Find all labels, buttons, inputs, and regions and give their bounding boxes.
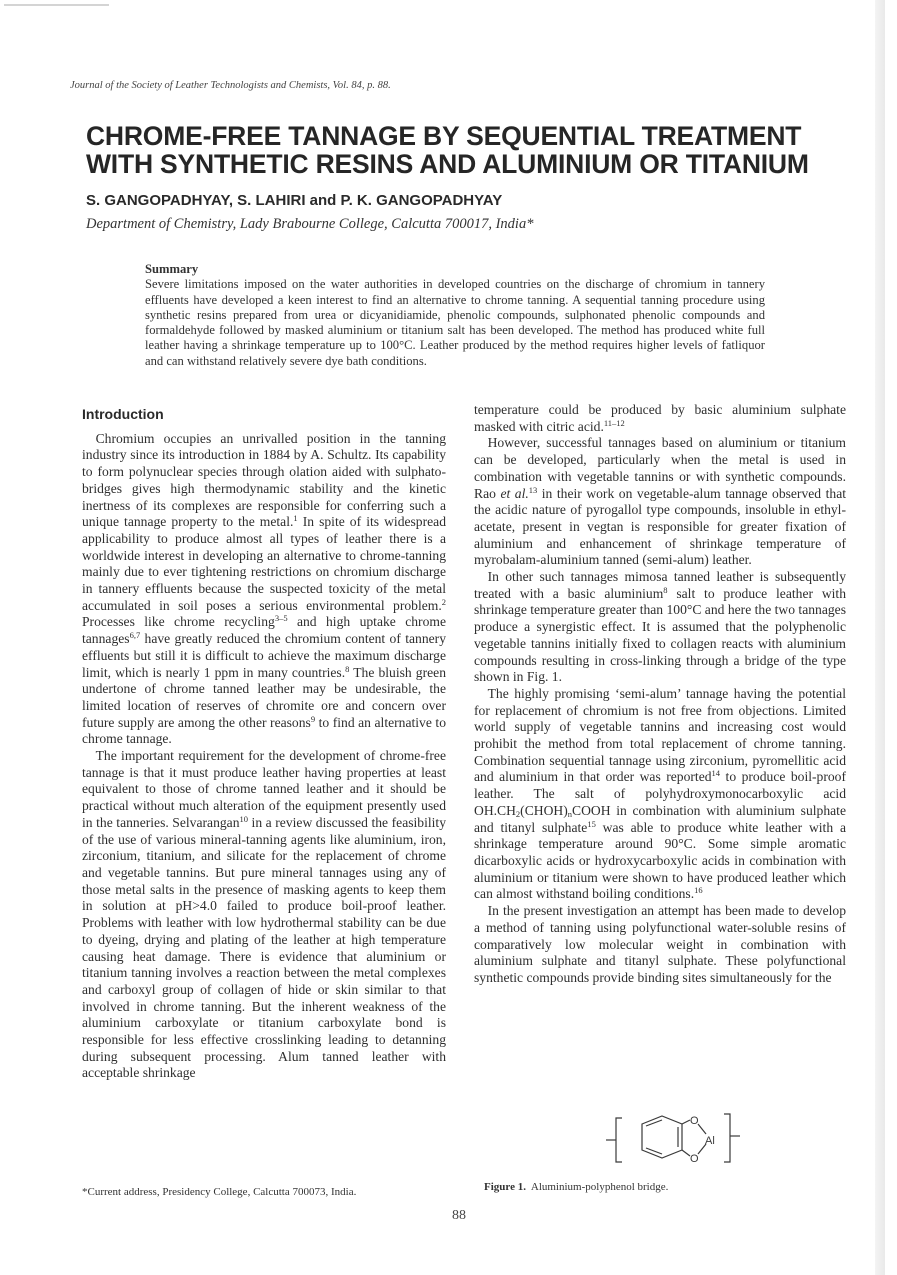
figure-label: Figure 1. — [484, 1181, 526, 1193]
figure-caption-text: Aluminium-polyphenol bridge. — [530, 1181, 669, 1193]
title-line-1: CHROME-FREE TANNAGE BY SEQUENTIAL TREATMENT — [86, 121, 802, 151]
paragraph-1: Chromium occupies an unrivalled position in the tanning industry since its introduction in 1884 by A. Schultz. Its capability to form polynuclear species through olation aided with sulphato-bridges gives high thermodynamic stability and the kinetic inertness of its complexes are responsible for conferring such a unique tannage property to the metal.$^1$ In spite of its widespread applicability to produce almost all types of leather there is a worldwide interest in developing an alternative to chrome-tanning mainly due to ever tightening restrictions on chromium discharge in tannery effluents because the suspected toxicity of the metal accumulated in soil poses a serious environmental problem.$^2$ Processes like chrome recycling$^{3-5}$ and high uptake chrome tannages$^{6,7}$ have greatly reduced the chromium content of tannery effluents but still it is difficult to achieve the maximum discharge limit, which is nearly 1 ppm in many countries.$^8$ The bluish green undertone of chrome tanned leather may be undesirable, the limited location of reserves of chromite ore and concern over future supply are among the other reasons$^9$ to find an alternative to chrome tannage. — [82, 430, 446, 747]
section-heading-introduction: Introduction — [82, 406, 164, 422]
figure-caption — [484, 1181, 668, 1193]
summary-text: Severe limitations imposed on the water authorities in developed countries on the discharge of chromium in tannery effluents have developed a keen interest to find an alternative to chrome tanning. A sequential tanning procedure using synthetic resins prepared from urea or dicyanidiamide, phenolic compounds, sulphonated phenolic compounds and formaldehyde followed by masked aluminium or titanium salt has been developed. The method has produced white full leather having a shrinkage temperature up to 100°C. Leather produced by the method requires higher levels of fatliquor and can withstand relatively severe dye bath conditions. — [145, 277, 765, 368]
paragraph-2-continued: temperature could be produced by basic aluminium sulphate masked with citric acid.$^{11-12}$ — [474, 402, 846, 434]
affiliation: Department of Chemistry, Lady Brabourne College, Calcutta 700017, India* — [86, 216, 534, 232]
citation: 8 — [663, 584, 668, 595]
authors: S. GANGOPADHYAY, S. LAHIRI and P. K. GANGOPADHYAY — [86, 192, 503, 209]
page-number: 88 — [452, 1208, 466, 1223]
paragraph-2: The important requirement for the development of chrome-free tannage is that it must produce leather having properties at least equivalent to those of chrome tanned leather and it should be practical without much alteration of the equipment presently used in the tanneries. Selvarangan$^{10}$ in a review discussed the feasibility of the use of various mineral-tanning agents like aluminium, iron, zirconium, titanium, and silicate for the replacement of chrome and vegetable tannins. But pure mineral tannages using any of those metal salts in the presence of masking agents to keep them in solution at pH>4.0 failed to produce boil-proof leather. Problems with leather with low hydrothermal stability can be due to dyeing, drying and plating of the leather at high temperature causing heat damage. There is evidence that aluminium or titanium tanning involves a reaction between the metal complexes and carboxyl group of collagen of hide or skin similar to that involved in chrome tanning. But the inherent weakness of the aluminium carboxylate or titanium carboxylate bond is responsible for less effective crosslinking leading to detanning during subsequent processing. Alum tanned leather with acceptable shrinkage — [82, 748, 446, 1081]
citation: 14 — [711, 768, 721, 779]
footnote: *Current address, Presidency College, Calcutta 700073, India. — [82, 1186, 357, 1198]
paragraph-6: In the present investigation an attempt has been made to develop a method of tanning using polyfunctional water-soluble resins of comparatively low molecular weight in combination with aluminium sulphate and titanyl sulphate. These polyfunctional synthetic compounds provide binding sites simultaneously for the — [474, 903, 846, 985]
figure-1-structure — [590, 1110, 760, 1170]
citation: 1 — [293, 513, 298, 524]
article-title — [86, 122, 826, 178]
paragraph-3: However, successful tannages based on aluminium or titanium can be developed, particularly when the metal is used in combination with vegetable tannins or with synthetic compounds. Rao et al.$^{13}$ in their work on vegetable-alum tannage observed that the acidic nature of pyrogallol type compounds, insoluble in ethyl-acetate, present in vegtan is responsible for greater fixation of aluminium and enhancement of shrinkage temperature of myrobalam-aluminium tanned (semi-alum) leather. — [474, 435, 847, 568]
right-column — [474, 402, 846, 987]
svg-text:O: O — [690, 1115, 699, 1127]
running-head: Journal of the Society of Leather Technologists and Chemists, Vol. 84, p. 88. — [70, 80, 391, 91]
svg-text:O: O — [690, 1153, 699, 1165]
citation: 16 — [694, 885, 703, 896]
svg-text:Al: Al — [705, 1135, 715, 1147]
scan-edge-shadow — [875, 0, 885, 1275]
paragraph-4: In other such tannages mimosa tanned leather is subsequently treated with a basic aluminium$^8$ salt to produce leather with shrinkage temperature greater than 100°C and here the two tannages produce a synergistic effect. It is assumed that the polyphenolic vegetable tannins initially fixed to collagen reacts with aluminium compounds resulting in cross-linking through a bridge of the type shown in Fig. 1. — [474, 569, 846, 685]
title-line-2: WITH SYNTHETIC RESINS AND ALUMINIUM OR TITANIUM — [86, 149, 809, 179]
citation: 2 — [441, 596, 446, 607]
citation: 15 — [587, 818, 596, 829]
left-column — [82, 406, 446, 1082]
summary-block — [145, 262, 765, 369]
citation: 8 — [345, 663, 350, 674]
citation: 11–12 — [603, 417, 625, 428]
paragraph-5: The highly promising ‘semi-alum’ tannage having the potential for replacement of chromium is not free from objections. Limited world supply of vegetable tannins and increasing cost would prohibit the method from total replacement of chrome tanning. Combination sequential tannage using zirconium, pyromellitic acid and aluminium in that order was reported$^{14}$ to produce boil-proof leather. The salt of polyhydroxymonocarboxylic acid $OH.CH_2(CHOH)_nCOOH$ in combination with aluminium sulphate and titanyl sulphate$^{15}$ was able to produce white leather with a shrinkage temperature around 90°C. Some simple aromatic dicarboxylic acids or hydroxycarboxylic acids in combination with aluminium or titanium were shown to have produced leather which can almost withstand boiling conditions.$^{16}$ — [474, 685, 846, 902]
summary-heading: Summary — [145, 262, 199, 276]
scan-artifact-top — [4, 4, 109, 6]
citation: 3–5 — [274, 613, 288, 624]
aluminium-polyphenol-bridge-icon — [590, 1110, 760, 1170]
citation: 6,7 — [129, 630, 141, 641]
citation: 13 — [528, 484, 538, 495]
citation: 10 — [239, 813, 248, 824]
citation: 9 — [310, 713, 316, 724]
